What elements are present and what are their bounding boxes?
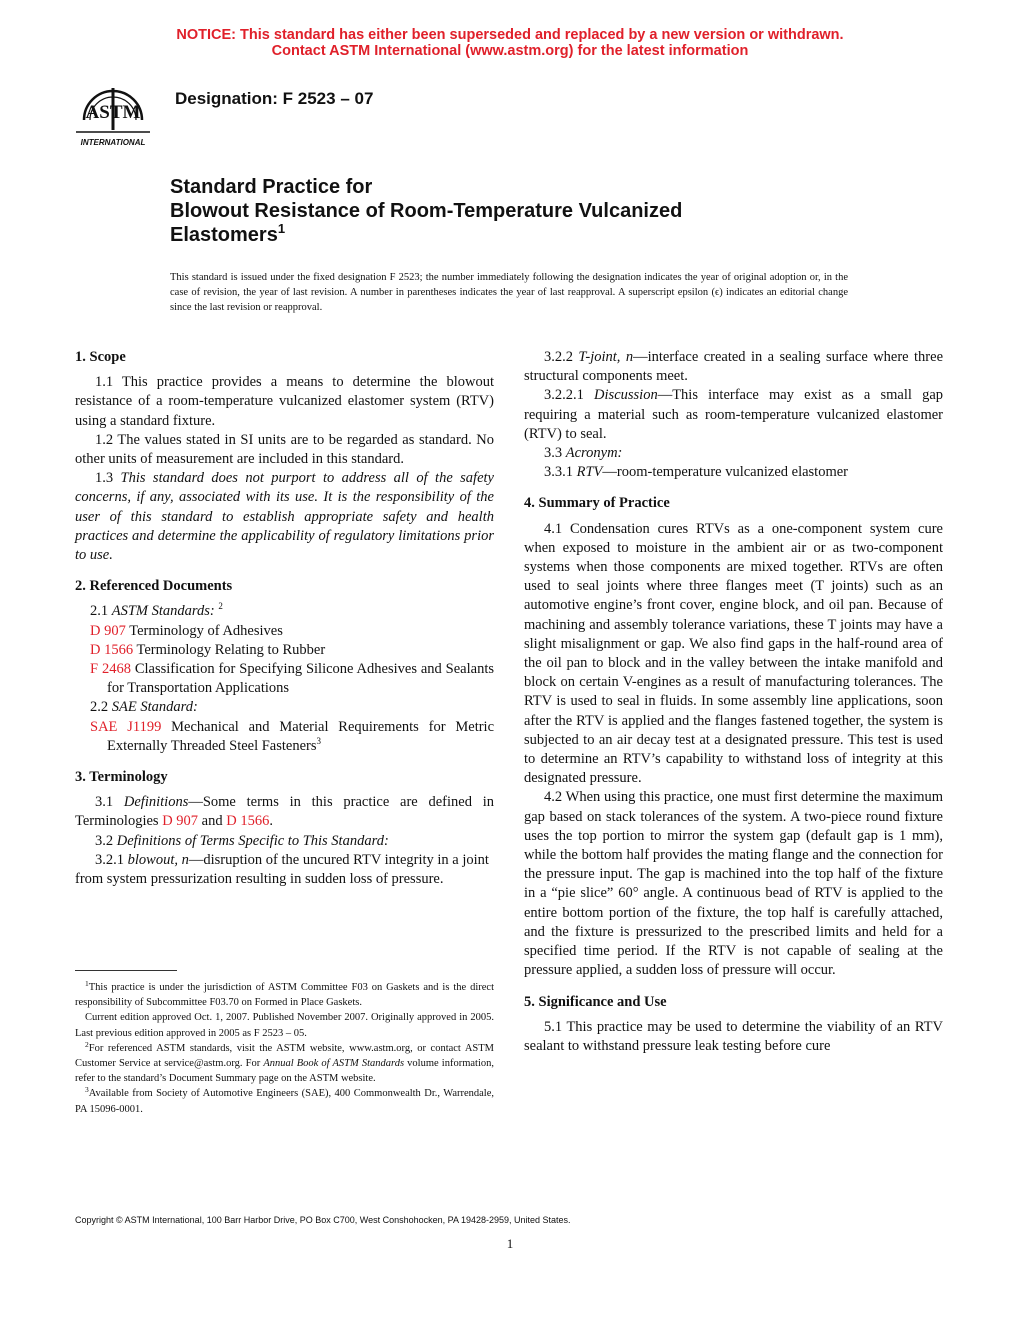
right-column bbox=[524, 348, 943, 1056]
paragraph-4-1: 4.1 Condensation cures RTVs as a one-component system cure when exposed to moisture in the ambient air or as two-component systems when those components are mixed together. RTVs are often used to seal joints where three flanges meet (T joints) such as an automotive engine’s front cover, engine block, and oil pan. Because of machining and assembly tolerance variations, these T joints may have a slight misalignment or gap. We also find gaps in the half-round area of the oil pan to block and in the valley between the intake manifold and block on certain V-engines as a result of manufacturing tolerances. The RTV is used to seal in fluids. In some assembly line applications, soon after the RTV is applied and the flanges fastened together, the system is subjected to an air decay test at a designated pressure. This test is used to determine an RTV’s capability to withstand loss of integrity at this designated pressure. bbox=[524, 520, 943, 787]
svg-text:INTERNATIONAL: INTERNATIONAL bbox=[80, 138, 146, 147]
paragraph-1-1: 1.1 This practice provides a means to determine the blowout resistance of a room-temperature vulcanized elastomer system (RTV) using a standard fixture. bbox=[75, 374, 494, 429]
title-line-2: Blowout Resistance of Room-Temperature Vulcanized bbox=[170, 200, 683, 222]
link-sae-j1199[interactable]: SAE J1199 bbox=[90, 718, 162, 735]
left-column bbox=[75, 348, 494, 889]
link-d1566[interactable]: D 1566 bbox=[90, 641, 134, 658]
notice-line-2: Contact ASTM International (www.astm.org) for the latest information bbox=[271, 43, 749, 59]
footnote-rule bbox=[75, 970, 177, 971]
section-heading-terminology: 3. Terminology bbox=[75, 769, 168, 786]
astm-logo bbox=[64, 80, 162, 152]
section-heading-summary: 4. Summary of Practice bbox=[524, 495, 670, 512]
title-line-1: Standard Practice for bbox=[170, 176, 373, 198]
footnote-2: $^2$For referenced ASTM standards, visit the ASTM website, www.astm.org, or contact ASTM Customer Service at service@astm.org. For Annual Book of ASTM Standards volume information, refer to the standard’s Document Summary page on the ASTM website. bbox=[75, 1039, 494, 1085]
designation: Designation: F 2523 – 07 bbox=[175, 89, 374, 108]
paragraph-2-2: 2.2 SAE Standard: bbox=[90, 699, 198, 716]
link-d907-term[interactable]: D 907 bbox=[162, 813, 199, 830]
footnotes bbox=[75, 980, 494, 1117]
paragraph-3-2-2: 3.2.2 T-joint, n—interface created in a sealing surface where three structural components meet. bbox=[524, 349, 944, 385]
title-footnote-marker[interactable]: 1 bbox=[277, 221, 286, 236]
footnote-3: $^3$Available from Society of Automotive Engineers (SAE), 400 Commonwealth Dr., Warrendale, PA 15096-0001. bbox=[75, 1085, 494, 1115]
page-number: 1 bbox=[506, 1236, 514, 1251]
paragraph-3-2: 3.2 Definitions of Terms Specific to This Standard: bbox=[95, 832, 389, 849]
issuance-statement: This standard is issued under the fixed designation F 2523; the number immediately following the designation indicates the year of original adoption or, in the case of revision, the year of last revision. A number in parentheses indicates the year of last reapproval. A superscript epsilon (ϵ) indicates an editorial change since the last revision or reapproval. bbox=[170, 272, 848, 313]
ref-doc-sae-j1199: SAE J1199 Mechanical and Material Requirements for Metric Externally Threaded Steel Fasteners$^3$ bbox=[90, 718, 495, 754]
ref-doc-f2468: F 2468 Classification for Specifying Silicone Adhesives and Sealants for Transportation Applications bbox=[90, 661, 494, 697]
notice-banner bbox=[0, 27, 1020, 59]
section-heading-scope: 1. Scope bbox=[75, 349, 126, 365]
title-line-3: Elastomers$^1$ bbox=[170, 221, 286, 246]
paragraph-1-2: 1.2 The values stated in SI units are to be regarded as standard. No other units of measurement are included in this standard. bbox=[75, 431, 494, 468]
paragraph-3-3-1: 3.3.1 RTV—room-temperature vulcanized elastomer bbox=[544, 464, 848, 481]
link-d907[interactable]: D 907 bbox=[90, 622, 126, 639]
link-f2468[interactable]: F 2468 bbox=[90, 661, 131, 678]
ref-doc-d907: D 907 Terminology of Adhesives bbox=[90, 622, 283, 639]
paragraph-3-2-1: 3.2.1 blowout, n—disruption of the uncured RTV integrity in a joint from system pressurization resulting in sudden loss of pressure. bbox=[75, 851, 489, 888]
astm-logo-icon bbox=[64, 80, 162, 152]
copyright-line: Copyright © ASTM International, 100 Barr Harbor Drive, PO Box C700, West Conshohocken, PA 19428-2959, United States. bbox=[75, 1215, 571, 1225]
section-heading-significance: 5. Significance and Use bbox=[524, 993, 667, 1010]
paragraph-3-2-2-1: 3.2.2.1 Discussion—This interface may exist as a small gap requiring a material such as room-temperature vulcanized elastomer (RTV) to seal. bbox=[524, 387, 944, 442]
footnote-1: $^1$This practice is under the jurisdiction of ASTM Committee F03 on Gaskets and is the direct responsibility of Subcommittee F03.70 on Formed in Place Gaskets. bbox=[75, 979, 494, 1009]
paragraph-4-2: 4.2 When using this practice, one must first determine the maximum gap based on stack tolerances of the system. A two-piece round fixture uses the top portion to mirror the system gap (default gap is 1 mm), while the bottom half provides the mating flange and the connection for the pressure input. The gap is machined into the top half of the fixture in a “pie slice” 60° angle. A continuous bead of RTV is applied to the entire bottom portion of the fixture, the top half is carefully attached, and the fixture is pressurized to the prescribed limits and held for a specified time period. If the RTV is not capable of sealing at the pressure applied, a sudden loss of pressure will occur. bbox=[524, 789, 943, 979]
notice-line-1: NOTICE: This standard has either been superseded and replaced by a new version or withdrawn. bbox=[176, 27, 844, 43]
svg-text:ASTM: ASTM bbox=[85, 102, 141, 123]
section-heading-referenced: 2. Referenced Documents bbox=[75, 578, 233, 595]
ref-doc-d1566: D 1566 Terminology Relating to Rubber bbox=[90, 641, 326, 658]
paragraph-1-3: 1.3 This standard does not purport to address all of the safety concerns, if any, associated with its use. It is the responsibility of the user of this standard to establish appropriate safety and health practices and determine the applicability of regulatory limitations prior to use. bbox=[75, 470, 494, 564]
paragraph-3-1: 3.1 Definitions—Some terms in this practice are defined in Terminologies D 907 and D 1566. bbox=[75, 794, 494, 830]
footnote-1-edition: Current edition approved Oct. 1, 2007. Published November 2007. Originally approved in 2005. Last previous edition approved in 2005 as F 2523 – 05. bbox=[75, 1012, 494, 1039]
link-d1566-term[interactable]: D 1566 bbox=[226, 813, 270, 830]
paragraph-3-3: 3.3 Acronym: bbox=[544, 445, 623, 462]
paragraph-2-1: 2.1 ASTM Standards: $^2$ bbox=[90, 601, 223, 620]
document-title bbox=[170, 175, 682, 247]
paragraph-5-1: 5.1 This practice may be used to determine the viability of an RTV sealant to withstand pressure leak testing before cure bbox=[524, 1018, 943, 1054]
